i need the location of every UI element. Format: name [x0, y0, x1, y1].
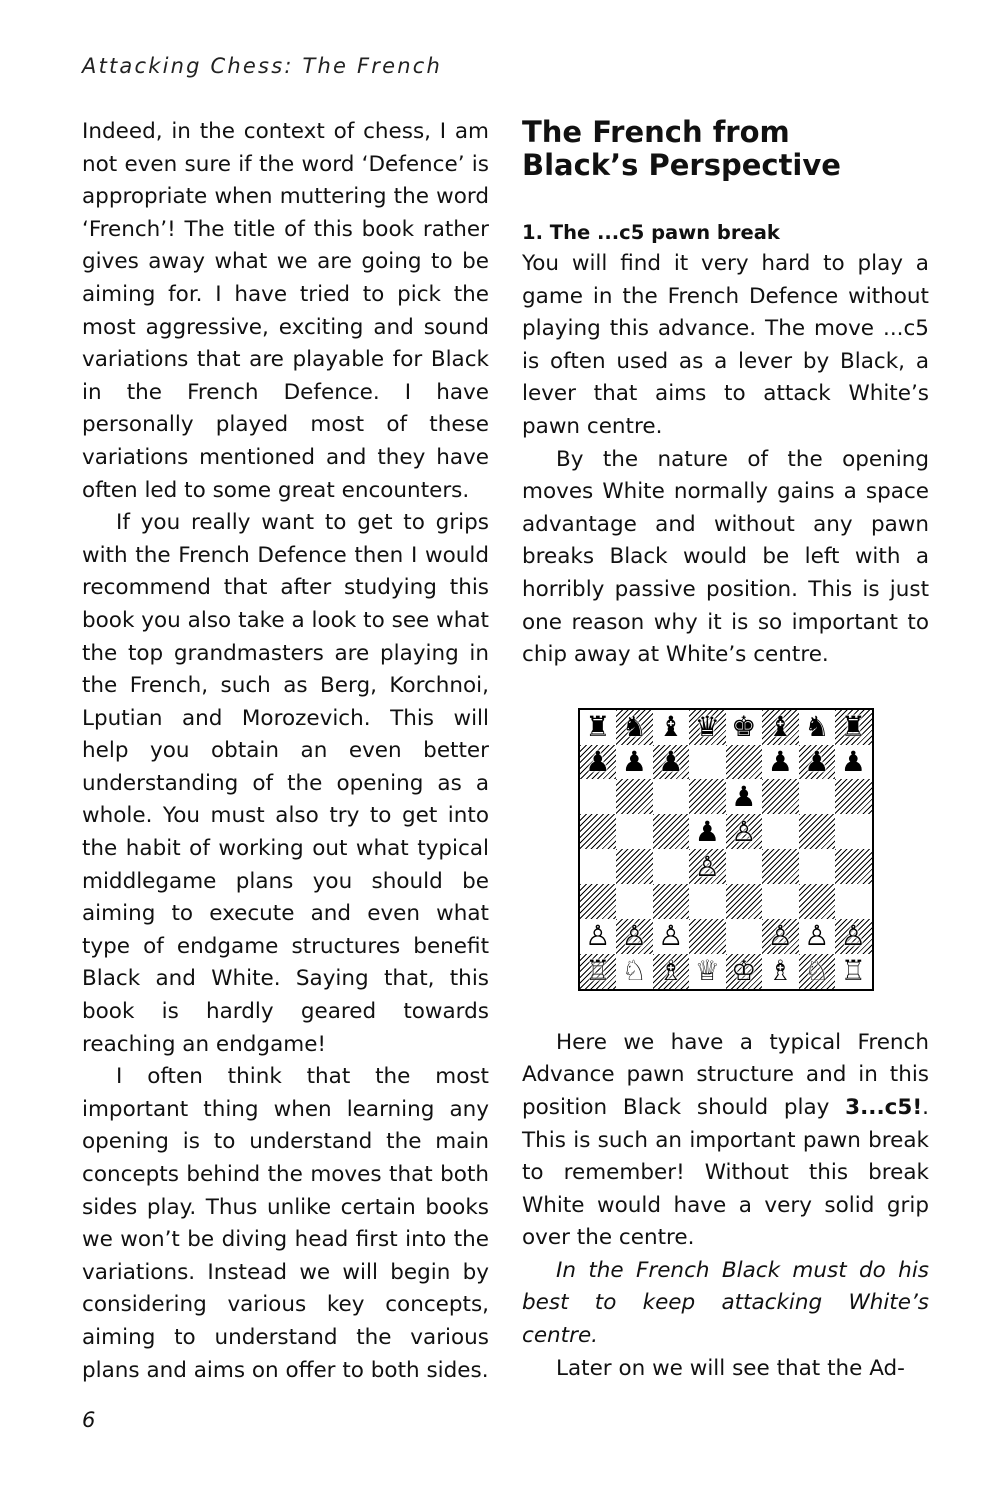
square-e3	[726, 884, 763, 919]
square-e7	[726, 745, 763, 780]
black-knight-icon: ♞	[804, 710, 830, 744]
square-a6	[580, 779, 617, 814]
square-e5	[726, 814, 763, 849]
square-c4	[653, 849, 690, 884]
square-b1	[616, 954, 653, 989]
move-notation: 3...c5!	[845, 1094, 923, 1120]
square-c2	[653, 919, 690, 954]
body-paragraph: Indeed, in the context of chess, I am not even sure if the word ‘Defence’ is appropriate when muttering the word ‘French’! The title of this book rather gives away what we are going to be aiming for. I have tried to pick the most aggressive, exciting and sound variations that are playable for Black in the French Defence. I have personally played most of these variations mentioned and they have often led to some great encounters.	[82, 119, 489, 503]
square-e1	[726, 954, 763, 989]
square-c1	[653, 954, 690, 989]
square-f8	[762, 710, 799, 745]
square-g6	[799, 779, 836, 814]
black-pawn-icon: ♟	[767, 745, 793, 779]
paragraph-text: . This is such an important pawn break to remember! Without this break White would have a very solid grip over the centre.	[522, 1094, 929, 1251]
square-d7	[689, 745, 726, 780]
white-pawn-icon: ♙	[658, 919, 684, 953]
square-g3	[799, 884, 836, 919]
square-b3	[616, 884, 653, 919]
square-g4	[799, 849, 836, 884]
key-point-italic: In the French Black must do his best to keep attacking White’s centre.	[522, 1257, 929, 1349]
square-h4	[835, 849, 872, 884]
black-queen-icon: ♛	[694, 710, 720, 744]
white-bishop-icon: ♗	[658, 954, 684, 988]
body-paragraph: You will find it very hard to play a game in the French Defence without playing this advance. The move ...c5 is often used as a lever by Black, a lever that aims to attack White’s pawn centre.	[522, 251, 929, 439]
white-king-icon: ♔	[731, 954, 757, 988]
black-rook-icon: ♜	[840, 710, 866, 744]
square-a4	[580, 849, 617, 884]
black-bishop-icon: ♝	[767, 710, 793, 744]
body-paragraph: By the nature of the opening moves White normally gains a space advantage and without any pawn breaks Black would be left with a horribly passive position. This is just one reason why it is so important to chip away at White’s centre.	[522, 446, 929, 668]
running-head: Attacking Chess: The French	[82, 54, 443, 78]
black-pawn-icon: ♟	[840, 745, 866, 779]
page-number: 6	[82, 1408, 96, 1432]
white-pawn-icon: ♙	[840, 919, 866, 953]
square-h8	[835, 710, 872, 745]
square-f2	[762, 919, 799, 954]
square-c7	[653, 745, 690, 780]
black-bishop-icon: ♝	[658, 710, 684, 744]
black-pawn-icon: ♟	[621, 745, 647, 779]
square-g5	[799, 814, 836, 849]
square-h5	[835, 814, 872, 849]
black-pawn-icon: ♟	[694, 814, 720, 848]
square-b2	[616, 919, 653, 954]
square-c6	[653, 779, 690, 814]
square-e8	[726, 710, 763, 745]
square-d8	[689, 710, 726, 745]
square-h1	[835, 954, 872, 989]
black-pawn-icon: ♟	[804, 745, 830, 779]
square-e4	[726, 849, 763, 884]
white-pawn-icon: ♙	[804, 919, 830, 953]
square-f4	[762, 849, 799, 884]
square-b6	[616, 779, 653, 814]
section-title	[522, 116, 929, 182]
square-b4	[616, 849, 653, 884]
square-d3	[689, 884, 726, 919]
square-b5	[616, 814, 653, 849]
square-c8	[653, 710, 690, 745]
subheading: 1. The ...c5 pawn break	[522, 221, 780, 244]
body-paragraph: I often think that the most important thing when learning any opening is to understand the main concepts behind the moves that both sides play. Thus unlike certain books we won’t be diving head first into the variations. Instead we will begin by considering various key concepts, aiming to understand the various plans and aims on offer to both sides.	[82, 1064, 489, 1383]
square-h6	[835, 779, 872, 814]
body-paragraph: Later on we will see that the Ad-	[556, 1355, 905, 1381]
black-pawn-icon: ♟	[658, 745, 684, 779]
square-f6	[762, 779, 799, 814]
black-king-icon: ♚	[731, 710, 757, 744]
white-knight-icon: ♘	[621, 954, 647, 988]
square-f3	[762, 884, 799, 919]
white-knight-icon: ♘	[804, 954, 830, 988]
square-h7	[835, 745, 872, 780]
square-b8	[616, 710, 653, 745]
body-paragraph	[522, 1027, 929, 1255]
square-f7	[762, 745, 799, 780]
square-a2	[580, 919, 617, 954]
square-a1	[580, 954, 617, 989]
square-d6	[689, 779, 726, 814]
square-c5	[653, 814, 690, 849]
black-pawn-icon: ♟	[585, 745, 611, 779]
square-g1	[799, 954, 836, 989]
white-rook-icon: ♖	[840, 954, 866, 988]
square-a7	[580, 745, 617, 780]
white-pawn-icon: ♙	[731, 814, 757, 848]
square-f5	[762, 814, 799, 849]
square-c3	[653, 884, 690, 919]
square-a3	[580, 884, 617, 919]
square-h2	[835, 919, 872, 954]
white-pawn-icon: ♙	[767, 919, 793, 953]
square-d4	[689, 849, 726, 884]
right-column	[522, 116, 929, 1385]
chess-diagram-container	[522, 708, 929, 991]
chess-diagram	[578, 708, 874, 991]
white-pawn-icon: ♙	[694, 849, 720, 883]
square-e2	[726, 919, 763, 954]
black-rook-icon: ♜	[585, 710, 611, 744]
square-d1	[689, 954, 726, 989]
white-queen-icon: ♕	[694, 954, 720, 988]
black-pawn-icon: ♟	[731, 779, 757, 813]
black-knight-icon: ♞	[621, 710, 647, 744]
square-b7	[616, 745, 653, 780]
section-title-line: Black’s Perspective	[522, 148, 841, 182]
square-g7	[799, 745, 836, 780]
square-h3	[835, 884, 872, 919]
white-pawn-icon: ♙	[621, 919, 647, 953]
square-g8	[799, 710, 836, 745]
white-rook-icon: ♖	[585, 954, 611, 988]
square-a8	[580, 710, 617, 745]
square-f1	[762, 954, 799, 989]
square-d5	[689, 814, 726, 849]
section-title-line: The French from	[522, 115, 790, 149]
paragraph-text: Here we have a typical French Advance pawn structure and in this position Black should play	[522, 1029, 929, 1120]
square-g2	[799, 919, 836, 954]
square-a5	[580, 814, 617, 849]
left-column	[82, 116, 489, 1387]
square-d2	[689, 919, 726, 954]
body-paragraph: If you really want to get to grips with the French Defence then I would recommend that after studying this book you also take a look to see what the top grandmasters are playing in the French, such as Berg, Korchnoi, Lputian and Morozevich. This will help you obtain an even better understanding of the opening as a whole. You must also try to get into the habit of working out what typical middlegame plans you should be aiming to execute and even what type of endgame structures benefit Black and White. Saying that, this book is hardly geared towards reaching an endgame!	[82, 510, 489, 1057]
square-e6	[726, 779, 763, 814]
white-pawn-icon: ♙	[585, 919, 611, 953]
white-bishop-icon: ♗	[767, 954, 793, 988]
